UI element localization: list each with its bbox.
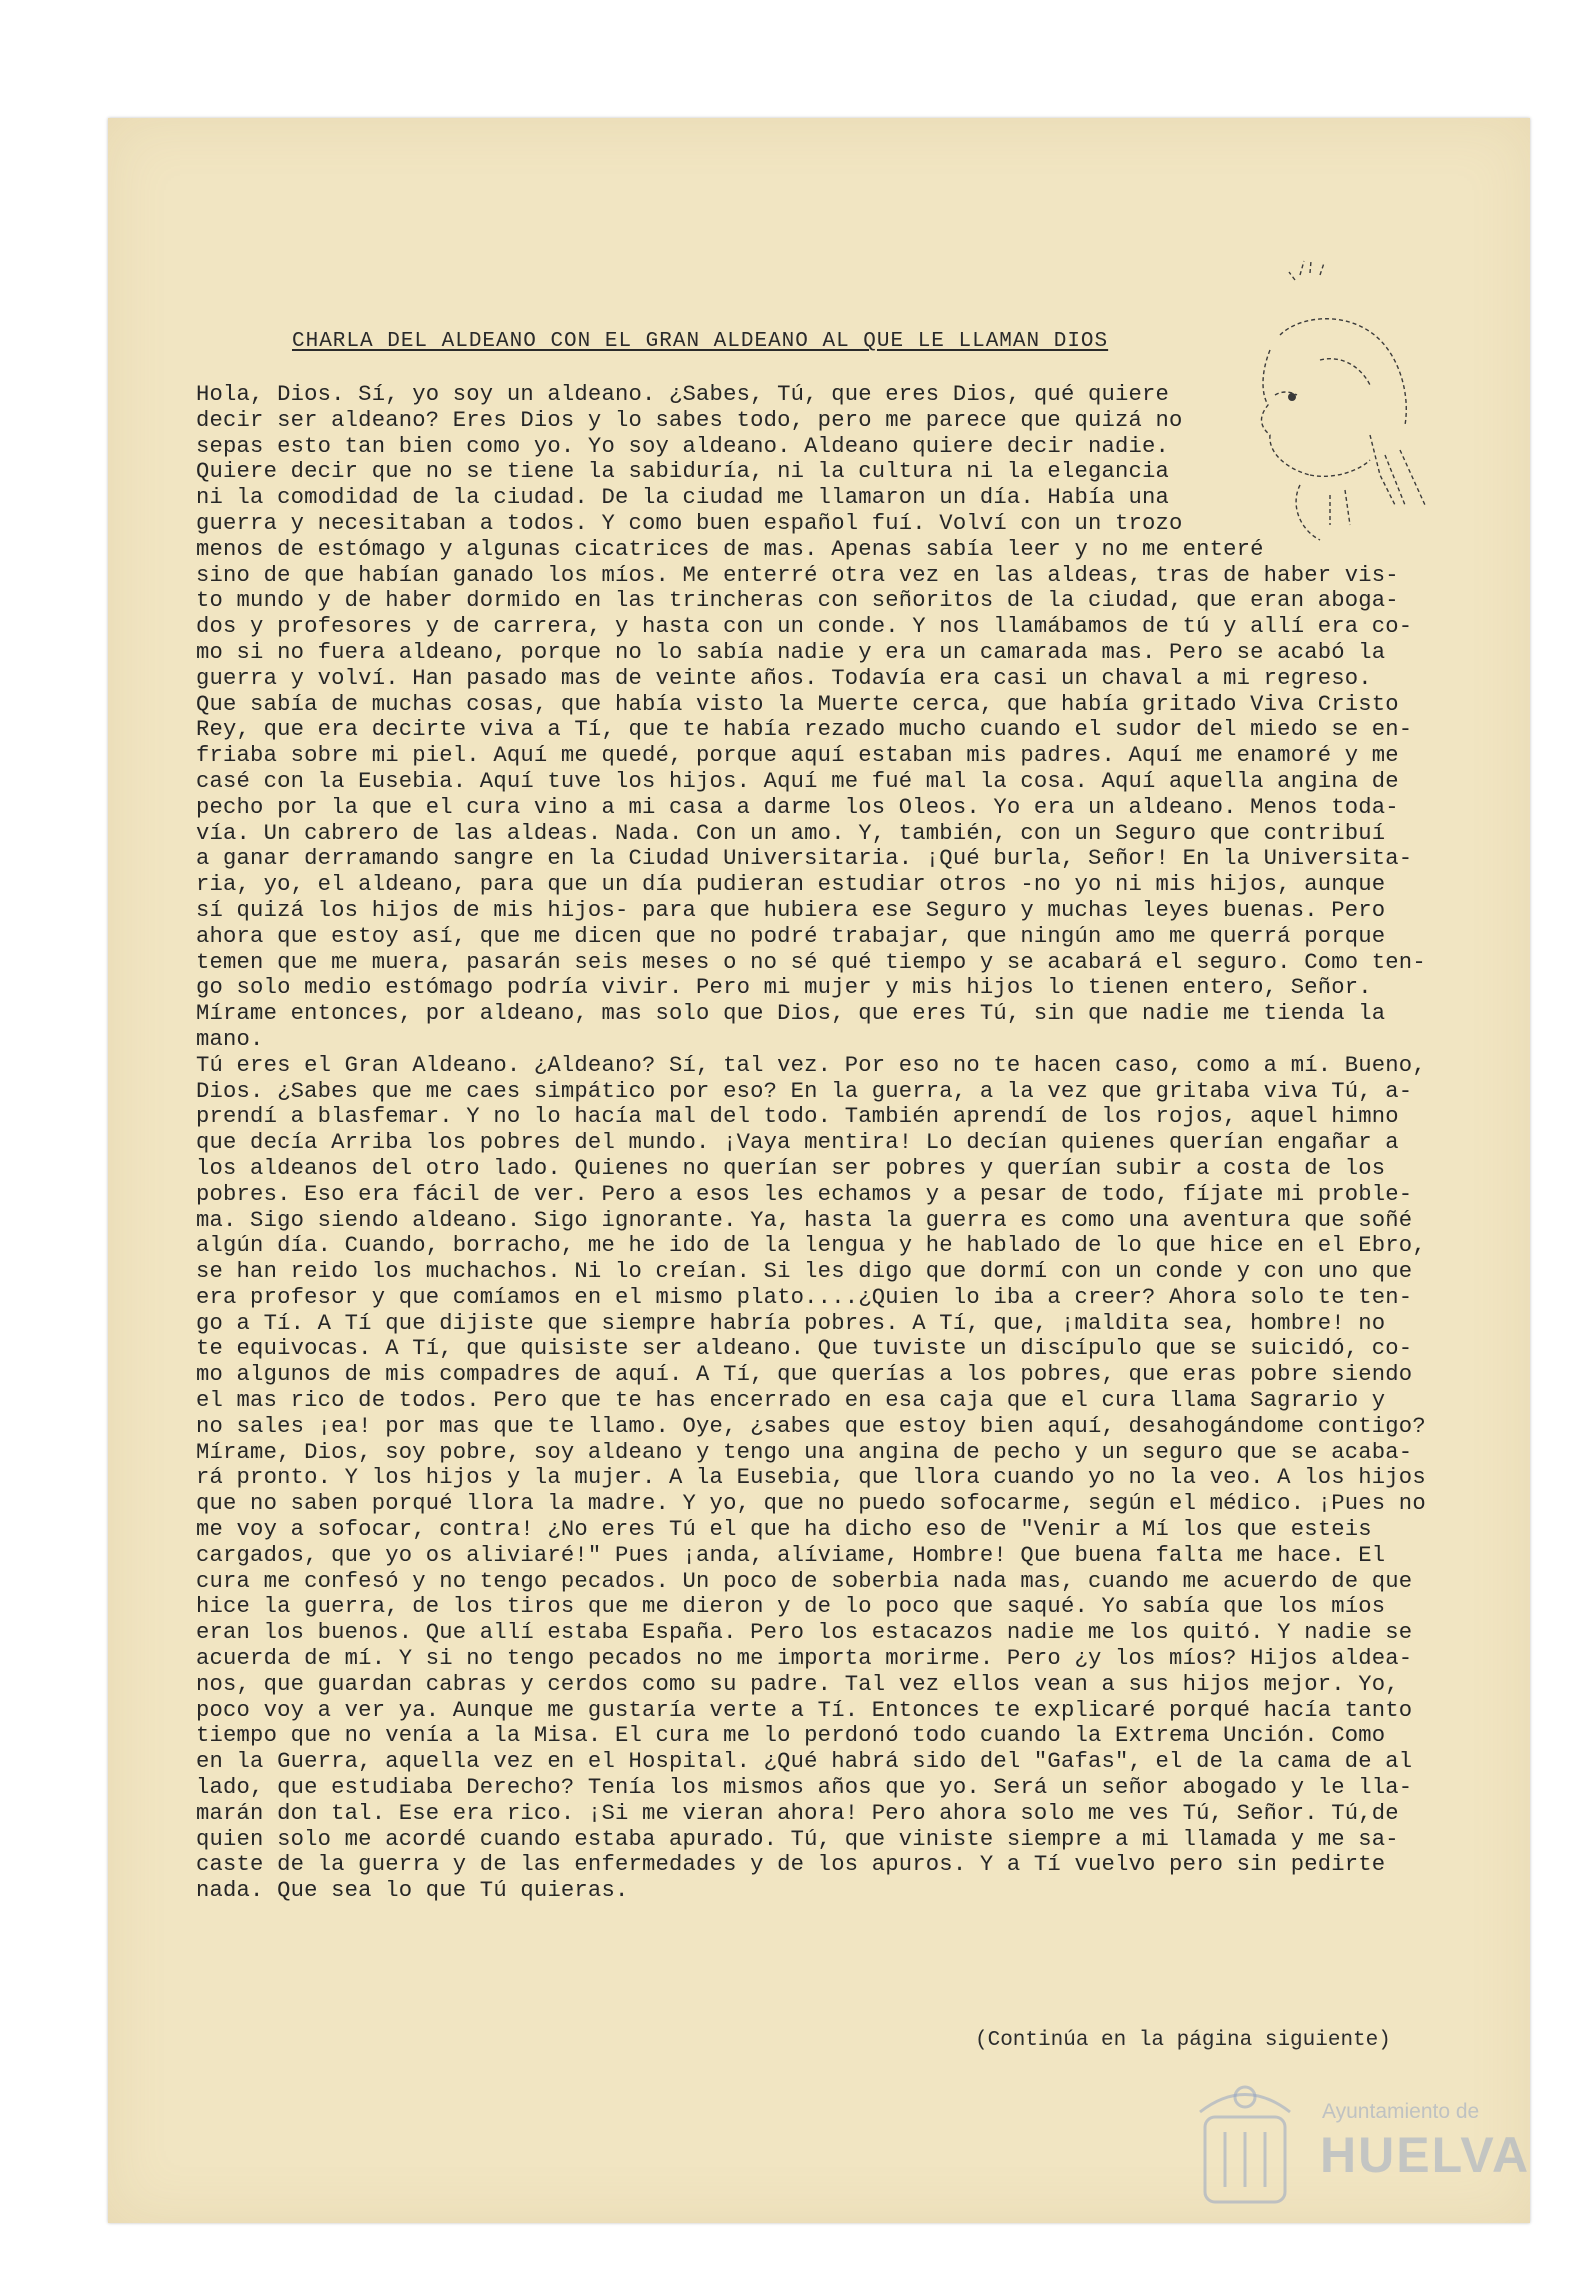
text-line: se han reido los muchachos. Ni lo creían. Si les digo que dormí con un conde y con uno que xyxy=(196,1259,1413,1285)
document-title: CHARLA DEL ALDEANO CON EL GRAN ALDEANO AL QUE LE LLAMAN DIOS xyxy=(292,330,1109,353)
text-line: pobres. Eso era fácil de ver. Pero a esos les echamos y a pesar de todo, fíjate mi proble- xyxy=(196,1181,1413,1207)
text-line: nada. Que sea lo que Tú quieras. xyxy=(196,1878,629,1904)
text-line: poco voy a ver ya. Aunque me gustaría verte a Tí. Entonces te explicaré porqué hacía tanto xyxy=(196,1697,1413,1723)
text-line: Quiere decir que no se tiene la sabiduría, ni la cultura ni la elegancia xyxy=(196,459,1170,485)
text-line: Que sabía de muchas cosas, que había visto la Muerte cerca, que había gritado Viva Cristo xyxy=(196,691,1399,717)
watermark-city-text: HUELVA xyxy=(1320,2127,1531,2183)
text-line: friaba sobre mi piel. Aquí me quedé, porque aquí estaban mis padres. Aquí me enamoré y me xyxy=(196,743,1399,769)
text-line: no sales ¡ea! por mas que te llamo. Oye, ¿sabes que estoy bien aquí, desahogándome contigo? xyxy=(196,1413,1426,1439)
text-line: pecho por la que el cura vino a mi casa a darme los Oleos. Yo era un aldeano. Menos toda- xyxy=(196,794,1399,820)
text-line: prendí a blasfemar. Y no lo hacía mal del todo. También aprendí de los rojos, aquel himno xyxy=(196,1104,1399,1130)
text-line: temen que me muera, pasarán seis meses o no sé qué tiempo y se acabará el seguro. Como ten- xyxy=(196,949,1426,975)
text-line: me voy a sofocar, contra! ¿No eres Tú el que ha dicho eso de "Venir a Mí los que esteis xyxy=(196,1517,1372,1543)
text-line: Mírame entonces, por aldeano, mas solo que Dios, que eres Tú, sin que nadie me tienda la xyxy=(196,1001,1386,1027)
letter-body xyxy=(196,382,1436,1904)
text-line: eran los buenos. Que allí estaba España. Pero los estacazos nadie me los quitó. Y nadie se xyxy=(196,1620,1413,1646)
text-line: lado, que estudiaba Derecho? Tenía los mismos años que yo. Será un señor abogado y le lla- xyxy=(196,1775,1413,1801)
text-line: los aldeanos del otro lado. Quienes no querían ser pobres y querían subir a costa de los xyxy=(196,1155,1386,1181)
text-line: rá pronto. Y los hijos y la mujer. A la Eusebia, que llora cuando yo no la veo. A los hijos xyxy=(196,1465,1426,1491)
text-line: nos, que guardan cabras y cerdos como su padre. Tal vez ellos vean a sus hijos mejor. Yo, xyxy=(196,1671,1399,1697)
text-line: que decía Arriba los pobres del mundo. ¡Vaya mentira! Lo decían quienes querían engañar a xyxy=(196,1130,1399,1156)
text-line: algún día. Cuando, borracho, me he ido de la lengua y he hablado de lo que hice en el Ebro, xyxy=(196,1233,1426,1259)
text-line: hice la guerra, de los tiros que me dieron y de lo poco que saqué. Yo sabía que los míos xyxy=(196,1594,1386,1620)
text-line: Tú eres el Gran Aldeano. ¿Aldeano? Sí, tal vez. Por eso no te hacen caso, como a mí. Bueno, xyxy=(196,1052,1426,1078)
text-line: menos de estómago y algunas cicatrices de mas. Apenas sabía leer y no me enteré xyxy=(196,536,1264,562)
text-line: a ganar derramando sangre en la Ciudad Universitaria. ¡Qué burla, Señor! En la Universita- xyxy=(196,846,1413,872)
watermark-org-text: Ayuntamiento de xyxy=(1322,2100,1480,2123)
text-line: Mírame, Dios, soy pobre, soy aldeano y tengo una angina de pecho y un seguro que se acaba- xyxy=(196,1439,1413,1465)
text-line: sepas esto tan bien como yo. Yo soy aldeano. Aldeano quiere decir nadie. xyxy=(196,433,1170,459)
text-line: to mundo y de haber dormido en las trincheras con señoritos de la ciudad, que eran aboga- xyxy=(196,588,1399,614)
city-seal-icon xyxy=(1180,2072,1310,2222)
text-line: en la Guerra, aquella vez en el Hospital. ¿Qué habrá sido del "Gafas", el de la cama de al xyxy=(196,1749,1413,1775)
text-line: guerra y volví. Han pasado mas de veinte años. Todavía era casi un chaval a mi regreso. xyxy=(196,665,1372,691)
text-line: acuerda de mí. Y si no tengo pecados no me importa morirme. Pero ¿y los míos? Hijos aldea- xyxy=(196,1646,1413,1672)
text-line: ria, yo, el aldeano, para que un día pudieran estudiar otros -no yo ni mis hijos, aunque xyxy=(196,872,1386,898)
text-line: cargados, que yo os aliviaré!" Pues ¡anda, alíviame, Hombre! Que buena falta me hace. El xyxy=(196,1542,1386,1568)
text-line: dos y profesores y de carrera, y hasta con un conde. Y nos llamábamos de tú y allí era co- xyxy=(196,614,1413,640)
text-line: Rey, que era decirte viva a Tí, que te había rezado mucho cuando el sudor del miedo se en- xyxy=(196,717,1413,743)
text-line: go a Tí. A Tí que dijiste que siempre habría pobres. A Tí, que, ¡maldita sea, hombre! no xyxy=(196,1310,1386,1336)
text-line: caste de la guerra y de las enfermedades y de los apuros. Y a Tí vuelvo pero sin pedirte xyxy=(196,1852,1386,1878)
text-line: sí quizá los hijos de mis hijos- para que hubiera ese Seguro y muchas leyes buenas. Pero xyxy=(196,897,1386,923)
text-line: ma. Sigo siendo aldeano. Sigo ignorante. Ya, hasta la guerra es como una aventura que soñé xyxy=(196,1207,1413,1233)
text-line: sino de que habían ganado los míos. Me enterré otra vez en las aldeas, tras de haber vis- xyxy=(196,562,1399,588)
text-line: go solo medio estómago podría vivir. Pero mi mujer y mis hijos lo tienen entero, Señor. xyxy=(196,975,1372,1001)
text-line: Dios. ¿Sabes que me caes simpático por eso? En la guerra, a la vez que gritaba viva Tú, a- xyxy=(196,1078,1413,1104)
text-line: cura me confesó y no tengo pecados. Un poco de soberbia nada mas, cuando me acuerdo de que xyxy=(196,1568,1413,1594)
text-line: guerra y necesitaban a todos. Y como buen español fuí. Volví con un trozo xyxy=(196,510,1183,536)
text-line: mo si no fuera aldeano, porque no lo sabía nadie y era un camarada mas. Pero se acabó la xyxy=(196,639,1386,665)
text-line: mo algunos de mis compadres de aquí. A Tí, que querías a los pobres, que eras pobre siendo xyxy=(196,1362,1413,1388)
text-line: decir ser aldeano? Eres Dios y lo sabes todo, pero me parece que quizá no xyxy=(196,407,1183,433)
text-line: quien solo me acordé cuando estaba apurado. Tú, que viniste siempre a mi llamada y me sa- xyxy=(196,1826,1399,1852)
text-line: vía. Un cabrero de las aldeas. Nada. Con un amo. Y, también, con un Seguro que contribuí xyxy=(196,820,1386,846)
text-line: mano. xyxy=(196,1026,264,1052)
text-line: el mas rico de todos. Pero que te has encerrado en esa caja que el cura llama Sagrario y xyxy=(196,1388,1386,1414)
text-line: era profesor y que comíamos en el mismo plato....¿Quien lo iba a creer? Ahora solo te ten- xyxy=(196,1284,1413,1310)
text-line: que no saben porqué llora la madre. Y yo, que no puedo sofocarme, según el médico. ¡Pues no xyxy=(196,1491,1426,1517)
text-line: Hola, Dios. Sí, yo soy un aldeano. ¿Sabes, Tú, que eres Dios, qué quiere xyxy=(196,382,1170,407)
text-line: te equivocas. A Tí, que quisiste ser aldeano. Que tuviste un discípulo que se suicidó, co- xyxy=(196,1336,1413,1362)
text-line: tiempo que no venía a la Misa. El cura me lo perdonó todo cuando la Extrema Unción. Como xyxy=(196,1723,1386,1749)
text-line: casé con la Eusebia. Aquí tuve los hijos. Aquí me fué mal la cosa. Aquí aquella angina de xyxy=(196,768,1399,794)
text-line: marán don tal. Ese era rico. ¡Si me vieran ahora! Pero ahora solo me ves Tú, Señor. Tú,de xyxy=(196,1800,1399,1826)
continuation-note: (Continúa en la página siguiente) xyxy=(975,2029,1391,2052)
text-line: ahora que estoy así, que me dicen que no podré trabajar, que ningún amo me querrá porque xyxy=(196,923,1386,949)
text-line: ni la comodidad de la ciudad. De la ciudad me llamaron un día. Había una xyxy=(196,485,1170,511)
